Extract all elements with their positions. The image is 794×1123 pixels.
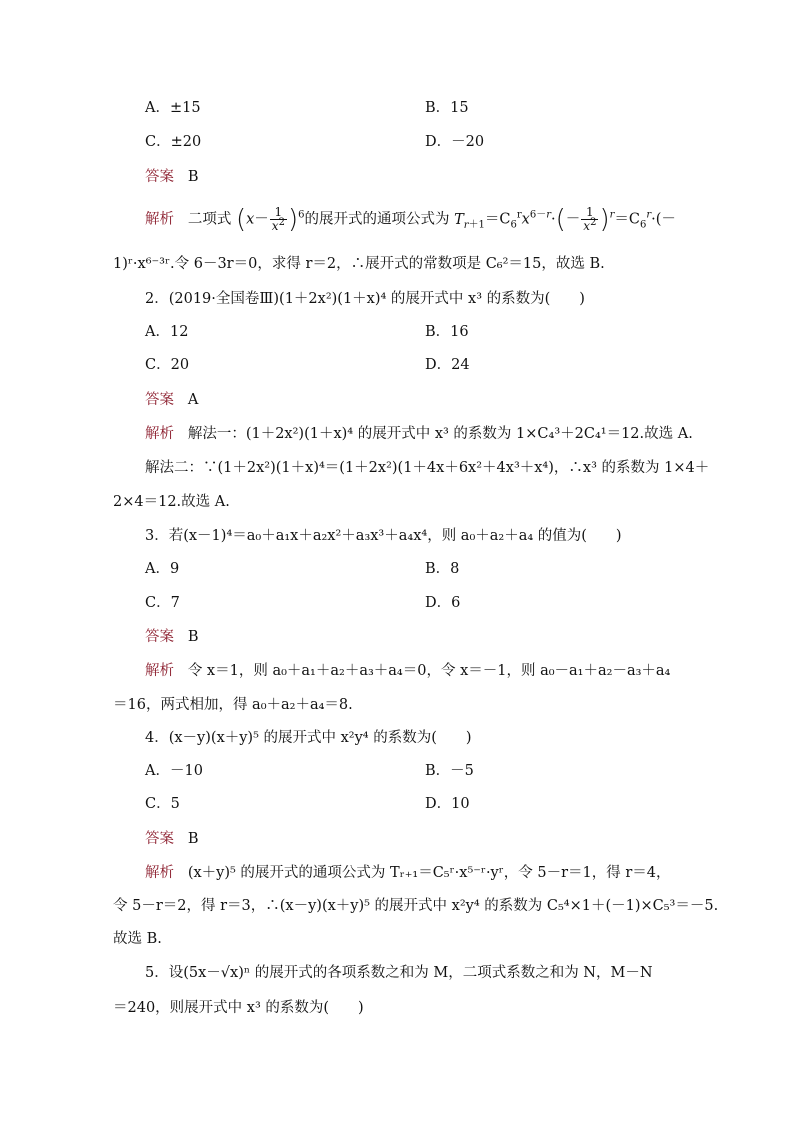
q1-answer <box>145 167 198 187</box>
answer-value: B <box>187 831 199 847</box>
answer-value: B <box>187 629 199 645</box>
q2-answer <box>145 390 198 410</box>
q2-option-c: C．20 <box>145 357 190 373</box>
q3-analysis-line1: 解析 令 x＝1，则 a₀＋a₁＋a₂＋a₃＋a₄＝0，令 x＝－1，则 a₀－a₁＋a₂－a₃＋a₄ <box>145 663 671 679</box>
q2-option-d: D．24 <box>425 357 470 373</box>
q4-option-a: A．－10 <box>145 763 203 779</box>
q4-analysis-line1: 解析 (x＋y)⁵ 的展开式的通项公式为 Tᵣ₊₁＝C₅ʳ·x⁵⁻ʳ·yʳ，令 5－r＝1，得 r＝4， <box>145 865 671 881</box>
answer-label: 答案 <box>145 831 174 847</box>
q1-analysis-line2: 1)ʳ·x⁶⁻³ʳ.令 6－3r＝0，求得 r＝2，∴展开式的常数项是 C₆²＝15，故选 B. <box>113 256 605 272</box>
q1-option-b: B．15 <box>425 100 469 116</box>
q3-option-b: B．8 <box>425 561 460 577</box>
q4-answer <box>145 829 198 849</box>
q2-stem: 2．(2019·全国卷Ⅲ)(1＋2x²)(1＋x)⁴ 的展开式中 x³ 的系数为( ) <box>145 291 585 307</box>
analysis-label: 解析 <box>145 211 174 228</box>
q4-option-b: B．－5 <box>425 763 474 779</box>
q3-option-d: D．6 <box>425 595 461 611</box>
q3-option-a: A．9 <box>145 561 180 577</box>
q4-option-c: C．5 <box>145 796 180 812</box>
answer-label: 答案 <box>145 392 174 408</box>
q4-analysis-line2: 令 5－r＝2，得 r＝3，∴(x－y)(x＋y)⁵ 的展开式中 x²y⁴ 的系数为 C₅⁴×1＋(－1)×C₅³＝－5. <box>113 898 719 914</box>
q1-option-d: D．－20 <box>425 134 485 150</box>
answer-label: 答案 <box>145 169 174 185</box>
q2-analysis-line3: 2×4＝12.故选 A. <box>113 494 230 510</box>
analysis-label: 解析 <box>145 865 174 881</box>
analysis-label: 解析 <box>145 426 174 442</box>
q4-option-d: D．10 <box>425 796 470 812</box>
answer-value: B <box>187 169 199 185</box>
q2-option-a: A．12 <box>145 324 189 340</box>
answer-value: A <box>187 392 199 408</box>
q5-stem-line2: ＝240，则展开式中 x³ 的系数为( ) <box>113 1000 364 1016</box>
q1-option-a: A．±15 <box>145 100 201 116</box>
q2-option-b: B．16 <box>425 324 469 340</box>
q3-analysis-line2: ＝16，两式相加，得 a₀＋a₂＋a₄＝8. <box>113 697 353 713</box>
q5-stem-line1: 5．设(5x－√x)ⁿ 的展开式的各项系数之和为 M，二项式系数之和为 N，M－N <box>145 965 653 981</box>
q1-option-c: C．±20 <box>145 134 202 150</box>
q3-stem: 3．若(x－1)⁴＝a₀＋a₁x＋a₂x²＋a₃x³＋a₄x⁴，则 a₀＋a₂＋a₄ 的值为( ) <box>145 528 622 544</box>
answer-label: 答案 <box>145 629 174 645</box>
q2-analysis-line1: 解析 解法一：(1＋2x²)(1＋x)⁴ 的展开式中 x³ 的系数为 1×C₄³＋2C₄¹＝12.故选 A. <box>145 426 693 442</box>
q3-option-c: C．7 <box>145 595 180 611</box>
q2-analysis-line2: 解法二：∵(1＋2x²)(1＋x)⁴＝(1＋2x²)(1＋4x＋6x²＋4x³＋x⁴)，∴x³ 的系数为 1×4＋ <box>145 460 710 476</box>
analysis-label: 解析 <box>145 663 174 679</box>
q4-analysis-line3: 故选 B. <box>113 931 162 947</box>
q1-analysis-line1: 解析 二项式 (x－ $\frac{1}{x^2}$ )$^6$的展开式的通项公式为 $T_{r+1}=C_6^rx^{6-r}\cdot(-$ $\frac{1}{x^2}$ )$^r=C_6^r\cdot(-$ <box>145 204 676 235</box>
q3-answer <box>145 627 198 647</box>
q4-stem: 4．(x－y)(x＋y)⁵ 的展开式中 x²y⁴ 的系数为( ) <box>145 730 472 746</box>
